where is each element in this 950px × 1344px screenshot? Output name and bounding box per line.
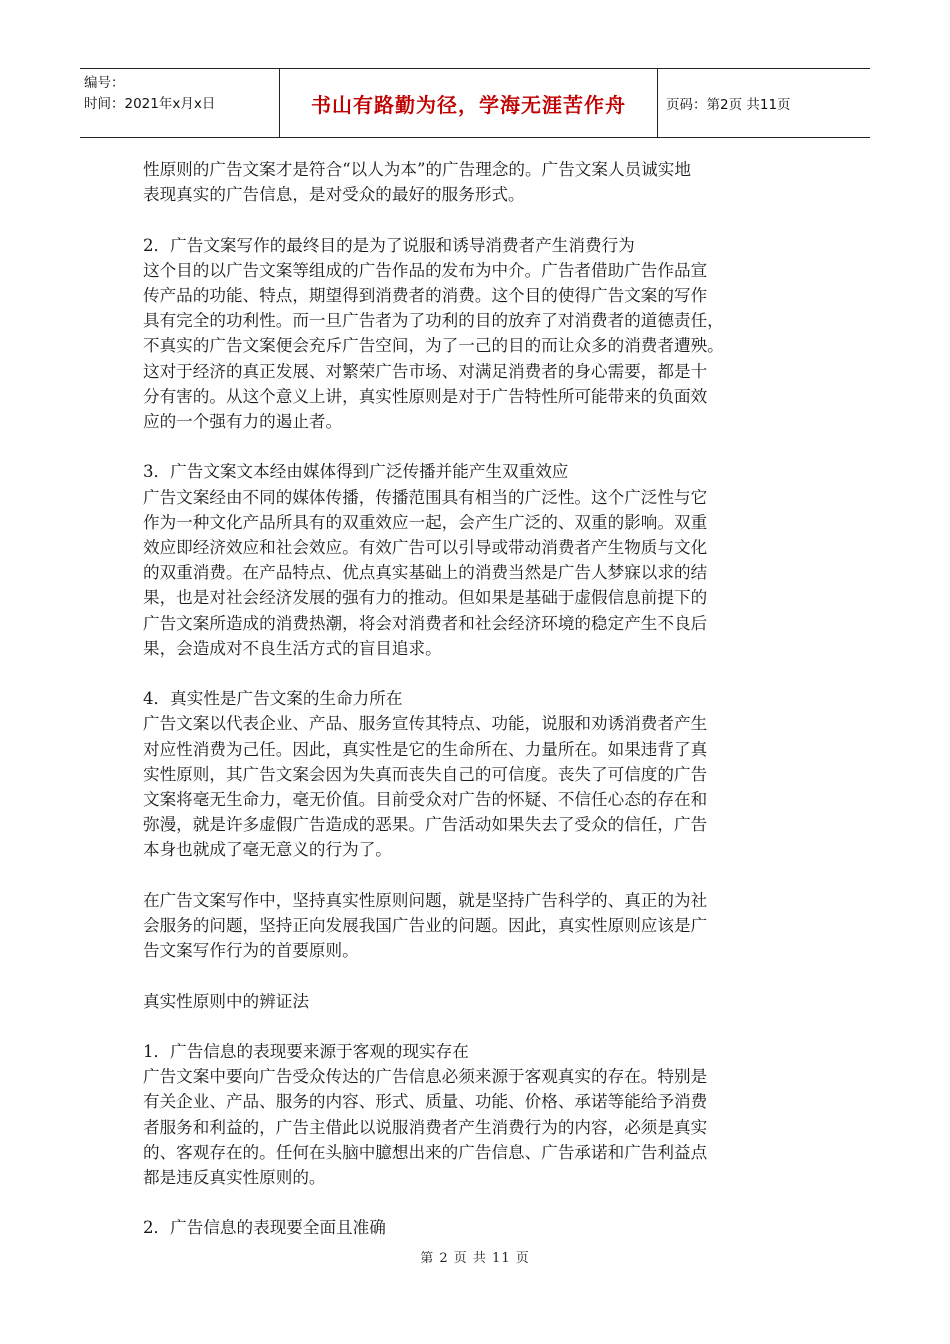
text-line: 都是违反真实性原则的。 [143,1168,326,1188]
text-line: 果，也是对社会经济发展的强有力的推动。但如果是基础于虚假信息前提下的 [143,588,708,608]
text-line: 4．真实性是广告文案的生命力所在 [143,689,403,709]
text-line: 具有完全的功利性。而一旦广告者为了功利的目的放弃了对消费者的道德责任， [143,311,724,331]
paragraph-gap [143,207,809,232]
paragraph-gap [143,963,809,988]
text-line: 2．广告文案写作的最终目的是为了说服和诱导消费者产生消费行为 [143,235,635,255]
header-meta [80,69,280,137]
paragraph-gap [143,863,809,888]
page-header [80,68,870,138]
text-line: 性原则的广告文案才是符合“以人为本”的广告理念的。广告文案人员诚实地 [143,160,691,179]
text-line: 本身也就成了毫无意义的行为了。 [143,840,392,860]
paragraph-gap [143,434,809,459]
paragraph-gap [143,1190,809,1215]
document-number-label: 编号： [84,75,125,91]
text-line: 表现真实的广告信息，是对受众的最好的服务形式。 [143,185,525,205]
text-line: 这个目的以广告文案等组成的广告作品的发布为中介。广告者借助广告作品宣 [143,260,708,280]
text-line: 作为一种文化产品所具有的双重效应一起，会产生广泛的、双重的影响。双重 [143,512,708,532]
text-line: 传产品的功能、特点，期望得到消费者的消费。这个目的使得广告文案的写作 [143,286,708,305]
header-motto-cell [280,69,658,137]
text-line: 在广告文案写作中，坚持真实性原则问题，就是坚持广告科学的、真正的为社 [143,890,708,910]
text-line: 的双重消费。在产品特点、优点真实基础上的消费当然是广告人梦寐以求的结 [143,563,708,583]
text-line: 分有害的。从这个意义上讲，真实性原则是对于广告特性所可能带来的负面效 [143,386,708,406]
paragraph-gap [143,661,809,686]
text-line: 文案将毫无生命力，毫无价值。目前受众对广告的怀疑、不信任心态的存在和 [143,790,708,810]
text-line: 3．广告文案文本经由媒体得到广泛传播并能产生双重效应 [143,462,569,482]
text-line: 效应即经济效应和社会效应。有效广告可以引导或带动消费者产生物质与文化 [143,538,708,558]
text-line: 有关企业、产品、服务的内容、形式、质量、功能、价格、承诺等能给予消费 [143,1092,708,1112]
text-line: 对应性消费为己任。因此，真实性是它的生命所在、力量所在。如果违背了真 [143,739,708,759]
text-line: 不真实的广告文案便会充斥广告空间，为了一己的目的而让众多的消费者遭殃。 [143,336,724,356]
text-line: 弥漫，就是许多虚假广告造成的恶果。广告活动如果失去了受众的信任，广告 [143,815,708,835]
text-line: 广告文案以代表企业、产品、服务宣传其特点、功能，说服和劝诱消费者产生 [143,714,708,734]
text-line: 告文案写作行为的首要原则。 [143,941,359,961]
page-footer: 第 2 页 共 11 页 [420,1251,530,1266]
document-date-label: 时间：2021年x月x日 [84,96,216,112]
text-line: 广告文案所造成的消费热潮，将会对消费者和社会经济环境的稳定产生不良后 [143,613,708,633]
text-line: 广告文案中要向广告受众传达的广告信息必须来源于客观真实的存在。特别是 [143,1067,708,1087]
text-line: 实性原则，其广告文案会因为失真而丧失自己的可信度。丧失了可信度的广告 [143,764,708,784]
paragraph-gap [143,1014,809,1039]
header-page-cell [658,69,870,137]
header-page-number: 页码：第2页 共11页 [666,97,791,113]
text-line: 真实性原则中的辨证法 [143,991,309,1011]
text-line: 果，会造成对不良生活方式的盲目追求。 [143,638,442,658]
text-line: 者服务和利益的，广告主借此以说服消费者产生消费行为的内容，必须是真实 [143,1117,708,1137]
header-motto: 书山有路勤为径，学海无涯苦作舟 [311,92,626,117]
text-line: 会服务的问题，坚持正向发展我国广告业的问题。因此，真实性原则应该是广 [143,916,708,936]
text-line: 的、客观存在的。任何在头脑中臆想出来的广告信息、广告承诺和广告利益点 [143,1142,708,1162]
text-line: 1．广告信息的表现要来源于客观的现实存在 [143,1042,469,1062]
text-line: 应的一个强有力的遏止者。 [143,412,343,432]
document-body [143,157,809,1241]
text-line: 广告文案经由不同的媒体传播，传播范围具有相当的广泛性。这个广泛性与它 [143,487,708,507]
text-line: 这对于经济的真正发展、对繁荣广告市场、对满足消费者的身心需要，都是十 [143,361,708,381]
text-line: 2．广告信息的表现要全面且准确 [143,1218,386,1238]
